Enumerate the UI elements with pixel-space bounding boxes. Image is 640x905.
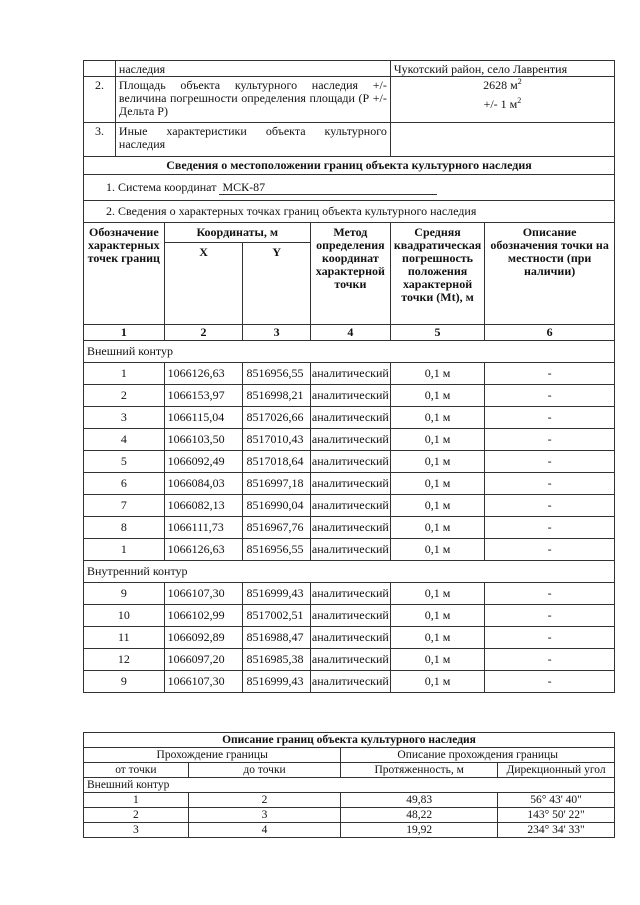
col-num: 3: [243, 325, 310, 341]
point-row: [84, 495, 615, 517]
coord-y: 8517002,51: [243, 605, 310, 627]
coord-y: 8517026,66: [243, 407, 310, 429]
point-id: 1: [84, 363, 165, 385]
coord-x: 1066097,20: [164, 649, 243, 671]
point-row: [84, 363, 615, 385]
method: аналитический: [310, 539, 390, 561]
point-id: 4: [84, 429, 165, 451]
description: -: [485, 363, 615, 385]
segment-row: [84, 823, 615, 838]
to-point-header: до точки: [188, 763, 341, 778]
point-id: 2: [84, 385, 165, 407]
header-x: X: [164, 243, 243, 325]
point-row: [84, 605, 615, 627]
coord-system-value: МСК-87: [219, 181, 437, 195]
info-num: [84, 61, 116, 77]
point-row: [84, 649, 615, 671]
description: -: [485, 627, 615, 649]
error: 0,1 м: [390, 539, 484, 561]
coord-x: 1066107,30: [164, 671, 243, 693]
description: -: [485, 451, 615, 473]
coord-y: 8516999,43: [243, 583, 310, 605]
coord-y: 8516956,55: [243, 363, 310, 385]
column-numbers-row: [84, 325, 615, 341]
point-row: [84, 583, 615, 605]
segment-length: 48,22: [341, 808, 498, 823]
header-y: Y: [243, 243, 310, 325]
point-row: [84, 627, 615, 649]
coord-x: 1066082,13: [164, 495, 243, 517]
col-num: 5: [390, 325, 484, 341]
coord-y: 8517010,43: [243, 429, 310, 451]
method: аналитический: [310, 583, 390, 605]
coord-x: 1066092,89: [164, 627, 243, 649]
header-desc: Описание обозначения точки на местности (при наличии): [485, 223, 615, 325]
segment-from: 3: [84, 823, 189, 838]
method: аналитический: [310, 671, 390, 693]
method: аналитический: [310, 627, 390, 649]
segment-to: 2: [188, 793, 341, 808]
coord-y: 8516998,21: [243, 385, 310, 407]
info-row: [84, 123, 615, 157]
error: 0,1 м: [390, 407, 484, 429]
method: аналитический: [310, 451, 390, 473]
point-id: 9: [84, 583, 165, 605]
info-value: [390, 61, 614, 77]
outer-contour-label: Внешний контур: [84, 341, 615, 363]
error: 0,1 м: [390, 473, 484, 495]
point-row: [84, 473, 615, 495]
inner-contour-label: Внутренний контур: [84, 561, 615, 583]
from-point-header: от точки: [84, 763, 189, 778]
coord-system-row: [84, 175, 615, 201]
passage-desc-header: Описание прохождения границы: [341, 748, 615, 763]
method: аналитический: [310, 517, 390, 539]
description: -: [485, 517, 615, 539]
error: 0,1 м: [390, 627, 484, 649]
point-row: [84, 407, 615, 429]
coord-x: 1066102,99: [164, 605, 243, 627]
section-title-location: Сведения о местоположении границ объекта культурного наследия: [84, 157, 615, 175]
coord-x: 1066111,73: [164, 517, 243, 539]
coord-x: 1066084,03: [164, 473, 243, 495]
point-id: 10: [84, 605, 165, 627]
point-id: 8: [84, 517, 165, 539]
point-row: [84, 539, 615, 561]
boundary-table: [83, 60, 615, 693]
col-num: 4: [310, 325, 390, 341]
coord-x: 1066107,30: [164, 583, 243, 605]
coord-y: 8516990,04: [243, 495, 310, 517]
description: -: [485, 429, 615, 451]
outer-contour-label-2: Внешний контур: [84, 778, 615, 793]
length-header: Протяженность, м: [341, 763, 498, 778]
coord-y: 8516967,76: [243, 517, 310, 539]
header-point-id: Обозначение характерных точек границ: [84, 223, 165, 325]
error: 0,1 м: [390, 671, 484, 693]
info-row: [84, 61, 615, 77]
section-title-description: Описание границ объекта культурного наследия: [84, 733, 615, 748]
segment-from: 2: [84, 808, 189, 823]
method: аналитический: [310, 495, 390, 517]
boundary-description-table: [83, 732, 615, 838]
info-value-line: Чукотский район, село Лаврентия: [393, 62, 568, 76]
error: 0,1 м: [390, 605, 484, 627]
point-row: [84, 517, 615, 539]
method: аналитический: [310, 363, 390, 385]
info-num: 2.: [84, 77, 116, 123]
points-label: 2. Сведения о характерных точках границ объекта культурного наследия: [84, 201, 615, 223]
description: -: [485, 385, 615, 407]
point-id: 12: [84, 649, 165, 671]
description: -: [485, 495, 615, 517]
coord-x: 1066153,97: [164, 385, 243, 407]
method: аналитический: [310, 407, 390, 429]
info-row: [84, 77, 615, 123]
point-id: 7: [84, 495, 165, 517]
description: -: [485, 473, 615, 495]
info-value-sup: 2: [517, 77, 522, 86]
segment-to: 4: [188, 823, 341, 838]
point-row: [84, 671, 615, 693]
info-value: [390, 77, 614, 123]
segment-row: [84, 793, 615, 808]
error: 0,1 м: [390, 429, 484, 451]
info-value-line: +/- 1 м: [483, 97, 518, 111]
point-row: [84, 451, 615, 473]
description: -: [485, 649, 615, 671]
point-id: 1: [84, 539, 165, 561]
error: 0,1 м: [390, 363, 484, 385]
method: аналитический: [310, 649, 390, 671]
error: 0,1 м: [390, 451, 484, 473]
coord-y: 8516985,38: [243, 649, 310, 671]
description: -: [485, 671, 615, 693]
error: 0,1 м: [390, 517, 484, 539]
segment-length: 49,83: [341, 793, 498, 808]
point-id: 11: [84, 627, 165, 649]
coord-x: 1066126,63: [164, 539, 243, 561]
info-value: [390, 123, 614, 157]
error: 0,1 м: [390, 495, 484, 517]
description: -: [485, 583, 615, 605]
method: аналитический: [310, 473, 390, 495]
point-id: 6: [84, 473, 165, 495]
segment-to: 3: [188, 808, 341, 823]
description: -: [485, 605, 615, 627]
point-id: 9: [84, 671, 165, 693]
error: 0,1 м: [390, 583, 484, 605]
segment-from: 1: [84, 793, 189, 808]
angle-header: Дирекционный угол: [498, 763, 615, 778]
point-row: [84, 385, 615, 407]
method: аналитический: [310, 605, 390, 627]
info-label: Площадь объекта культурного наследия +/- величина погрешности определения площади (Р +/- Дельта Р): [115, 77, 390, 123]
description: -: [485, 407, 615, 429]
error: 0,1 м: [390, 385, 484, 407]
col-num: 6: [485, 325, 615, 341]
segment-angle: 143° 50' 22": [498, 808, 615, 823]
coord-x: 1066092,49: [164, 451, 243, 473]
coord-y: 8516999,43: [243, 671, 310, 693]
coord-x: 1066126,63: [164, 363, 243, 385]
coord-y: 8516956,55: [243, 539, 310, 561]
point-id: 3: [84, 407, 165, 429]
error: 0,1 м: [390, 649, 484, 671]
coord-y: 8516988,47: [243, 627, 310, 649]
info-value-sup: 2: [517, 96, 522, 105]
col-num: 2: [164, 325, 243, 341]
info-value-line: 2628 м: [483, 78, 518, 92]
header-coords: Координаты, м: [164, 223, 310, 243]
col-num: 1: [84, 325, 165, 341]
segment-row: [84, 808, 615, 823]
point-row: [84, 429, 615, 451]
coord-x: 1066115,04: [164, 407, 243, 429]
segment-angle: 56° 43' 40": [498, 793, 615, 808]
header-error: Средняя квадратическая погрешность положения характерной точки (Mt), м: [390, 223, 484, 325]
coord-system-label: 1. Система координат: [106, 179, 217, 194]
segment-angle: 234° 34' 33": [498, 823, 615, 838]
coord-x: 1066103,50: [164, 429, 243, 451]
method: аналитический: [310, 385, 390, 407]
info-num: 3.: [84, 123, 116, 157]
coord-y: 8516997,18: [243, 473, 310, 495]
method: аналитический: [310, 429, 390, 451]
segment-length: 19,92: [341, 823, 498, 838]
info-label: наследия: [115, 61, 390, 77]
description: -: [485, 539, 615, 561]
point-id: 5: [84, 451, 165, 473]
info-label: Иные характеристики объекта культурного наследия: [115, 123, 390, 157]
coord-y: 8517018,64: [243, 451, 310, 473]
passage-header: Прохождение границы: [84, 748, 341, 763]
header-method: Метод определения координат характерной точки: [310, 223, 390, 325]
